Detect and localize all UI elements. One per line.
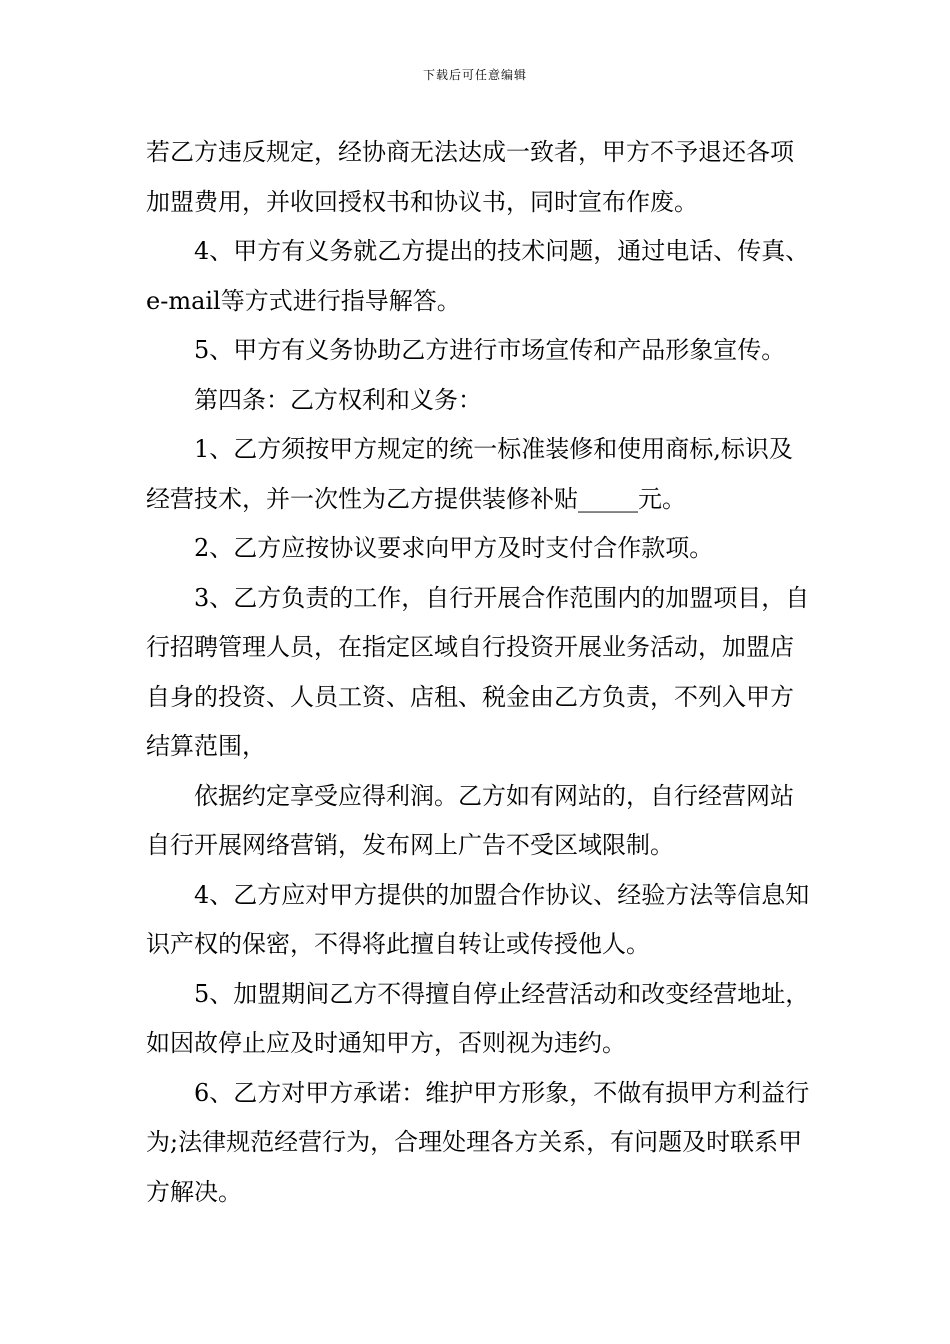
paragraph-2: 4、甲方有义务就乙方提出的技术问题，通过电话、传真、e-mail等方式进行指导解答。 [146, 237, 810, 315]
paragraph-5: 1、乙方须按甲方规定的统一标准装修和使用商标,标识及经营技术，并一次性为乙方提供装修补贴_____元。 [146, 435, 793, 513]
paragraph-10: 5、加盟期间乙方不得擅自停止经营活动和改变经营地址，如因故停止应及时通知甲方，否则视为违约。 [146, 979, 810, 1057]
paragraph-11: 6、乙方对甲方承诺：维护甲方形象，不做有损甲方利益行为;法律规范经营行为，合理处理各方关系，有问题及时联系甲方解决。 [146, 1078, 810, 1206]
paragraph-9: 4、乙方应对甲方提供的加盟合作协议、经验方法等信息知识产权的保密，不得将此擅自转让或传授他人。 [146, 880, 810, 958]
paragraph-8: 依据约定享受应得利润。乙方如有网站的，自行经营网站自行开展网络营销，发布网上广告不受区域限制。 [146, 781, 794, 859]
paragraph-6: 2、乙方应按协议要求向甲方及时支付合作款项。 [194, 534, 714, 562]
paragraph-7: 3、乙方负责的工作，自行开展合作范围内的加盟项目，自行招聘管理人员，在指定区域自行投资开展业务活动，加盟店自身的投资、人员工资、店租、税金由乙方负责，不列入甲方结算范围， [146, 583, 810, 760]
paragraph-1: 若乙方违反规定，经协商无法达成一致者，甲方不予退还各项加盟费用，并收回授权书和协议书，同时宣布作废。 [146, 138, 794, 216]
paragraph-3: 5、甲方有义务协助乙方进行市场宣传和产品形象宣传。 [194, 336, 786, 364]
document-body [146, 128, 811, 1217]
section-heading-article-4: 第四条：乙方权利和义务： [194, 385, 482, 414]
page-header-note: 下载后可任意编辑 [422, 68, 527, 82]
